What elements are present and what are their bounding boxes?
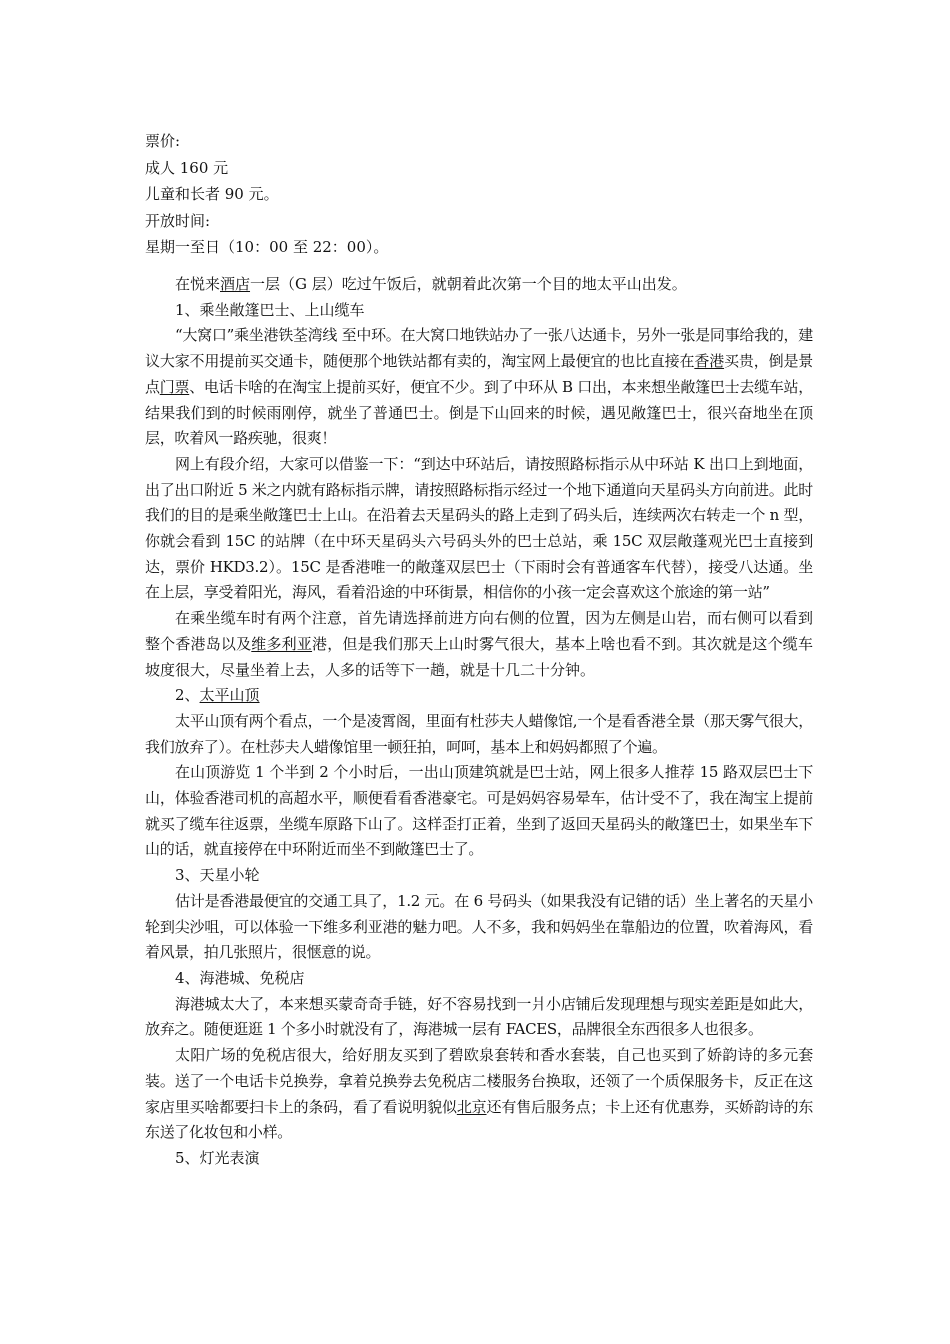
paragraph-hotel	[145, 272, 813, 298]
paragraph-peak-1: 太平山顶有两个看点，一个是凌霄阁，里面有杜莎夫人蜡像馆,一个是看香港全景（那天雾气很大，我们放弃了）。在杜莎夫人蜡像馆里一顿狂拍，呵呵，基本上和妈妈都照了个遍。	[145, 711, 813, 756]
link-tickets[interactable]: 门票	[159, 377, 190, 396]
link-hotel[interactable]: 酒店	[220, 275, 251, 293]
section-heading-3: 3、天星小轮	[175, 866, 260, 885]
link-beijing[interactable]: 北京	[456, 1097, 487, 1116]
text: 还有售后服务点；卡上还有优惠券，买娇韵诗的东东送了化妆包和小样。	[145, 1097, 814, 1142]
text: 港，但是我们那天上山时雾气很大，基本上啥也看不到。其次就是这个缆车坡度很大，尽量坐着上去，人多的话等下一趟，就是十几二十分钟。	[145, 634, 813, 679]
text: 买贵，倒是景点	[145, 352, 814, 396]
hours-label: 开放时间:	[145, 211, 211, 230]
article-body	[145, 272, 813, 1172]
child-price: 儿童和长者 90 元。	[145, 185, 279, 203]
paragraph-star-ferry: 估计是香港最便宜的交通工具了，1.2 元。在 6 号码头（如果我没有记错的话）坐上著名的天星小轮到尖沙咀，可以体验一下维多利亚港的魅力吧。人不多，我和妈妈坐在靠船边的位置，吹着海风，看着风景，拍几张照片，很惬意的说。	[145, 891, 813, 962]
heading-number: 2、	[175, 686, 200, 705]
paragraph-peak-2: 在山顶游览 1 个半到 2 个小时后，一出山顶建筑就是巴士站，网上很多人推荐 15 路双层巴士下山，体验香港司机的高超水平，顺便看看香港豪宅。可是妈妈容易晕车，估计受不了，我在淘宝上提前就买了缆车往返票，坐缆车原路下山了。这样歪打正着，坐到了返回天星码头的敞篷巴士，如果坐车下山的话，就直接停在中环附近而坐不到敞篷巴士了。	[145, 763, 813, 859]
section-heading-4: 4、海港城、免税店	[175, 968, 305, 987]
paragraph-harbour-city: 海港城太大了，本来想买蒙奇奇手链，好不容易找到一爿小店铺后发现理想与现实差距是如此大，放弃之。随便逛逛 1 个多小时就没有了，海港城一层有 FACES，品牌很全东西很多人也很多。	[145, 994, 813, 1039]
adult-price: 成人 160 元	[145, 158, 229, 177]
paragraph-duty-free	[145, 1043, 813, 1146]
link-hongkong[interactable]: 香港	[694, 352, 725, 371]
text: “大窝口”乘坐港铁荃湾线 至中环。在大窝口地铁站办了一张八达通卡，另外一张是同事给我的，建议大家不用提前买交通卡，随便那个地铁站都有卖的，淘宝网上最便宜的也比直接在	[145, 326, 813, 371]
text: 一层（G 层）吃过午饭后，就朝着此次第一个目的地太平山出发。	[250, 275, 687, 293]
ticket-label: 票价:	[145, 132, 181, 150]
text: 在悦来	[175, 275, 221, 293]
link-victoria[interactable]: 维多利亚	[251, 634, 313, 653]
link-victoria-peak[interactable]: 太平山顶	[199, 686, 260, 705]
text: 、电话卡啥的在淘宝上提前买好，便宜不少。到了中环从 B 口出，本来想坐敞篷巴士去缆车站，结果我们到的时候雨刚停，就坐了普通巴士。倒是下山回来的时候，遇见敞篷巴士，很兴奋地坐在顶层，吹着风一路疾驰，很爽！	[145, 377, 813, 448]
text: 在乘坐缆车时有两个注意，首先请选择前进方向右侧的位置，因为左侧是山岩，而右侧可以看到整个香港岛以及	[145, 609, 813, 653]
text: 太阳广场的免税店很大，给好朋友买到了碧欧泉套转和香水套装，自己也买到了娇韵诗的多元套装。送了一个电话卡兑换券，拿着兑换券去免税店二楼服务台换取，还领了一个质保服务卡，反正在这家店里买啥都要扫卡上的条码，看了看说明貌似	[145, 1046, 813, 1116]
section-heading-1: 1、乘坐敞篷巴士、上山缆车	[175, 300, 365, 319]
paragraph-mtr	[145, 323, 813, 452]
section-heading-5: 5、灯光表演	[175, 1148, 260, 1167]
paragraph-cable-car	[145, 606, 813, 683]
paragraph-online-guide: 网上有段介绍，大家可以借鉴一下：“到达中环站后，请按照路标指示从中环站 K 出口上到地面，出了出口附近 5 米之内就有路标指示牌，请按照路标指示经过一个地下通道向天星码头方向前进。此时我们的目的是乘坐敞篷巴士上山。在沿着去天星码头的路上走到了码头后，连续两次右转走一个 n 型，你就会看到 15C 的站牌（在中环天星码头六号码头外的巴士总站，乘 15C 双层敞蓬观光巴士直接到达，票价 HKD3.2）。15C 是香港唯一的敞蓬双层巴士（下雨时会有普通客车代替），接受八达通。坐在上层，享受着阳光，海风，看着沿途的中环街景，相信你的小孩一定会喜欢这个旅途的第一站”	[145, 454, 813, 602]
opening-hours: 星期一至日（10：00 至 22：00）。	[145, 238, 389, 256]
section-heading-2	[145, 683, 813, 709]
ticket-info	[145, 128, 813, 261]
